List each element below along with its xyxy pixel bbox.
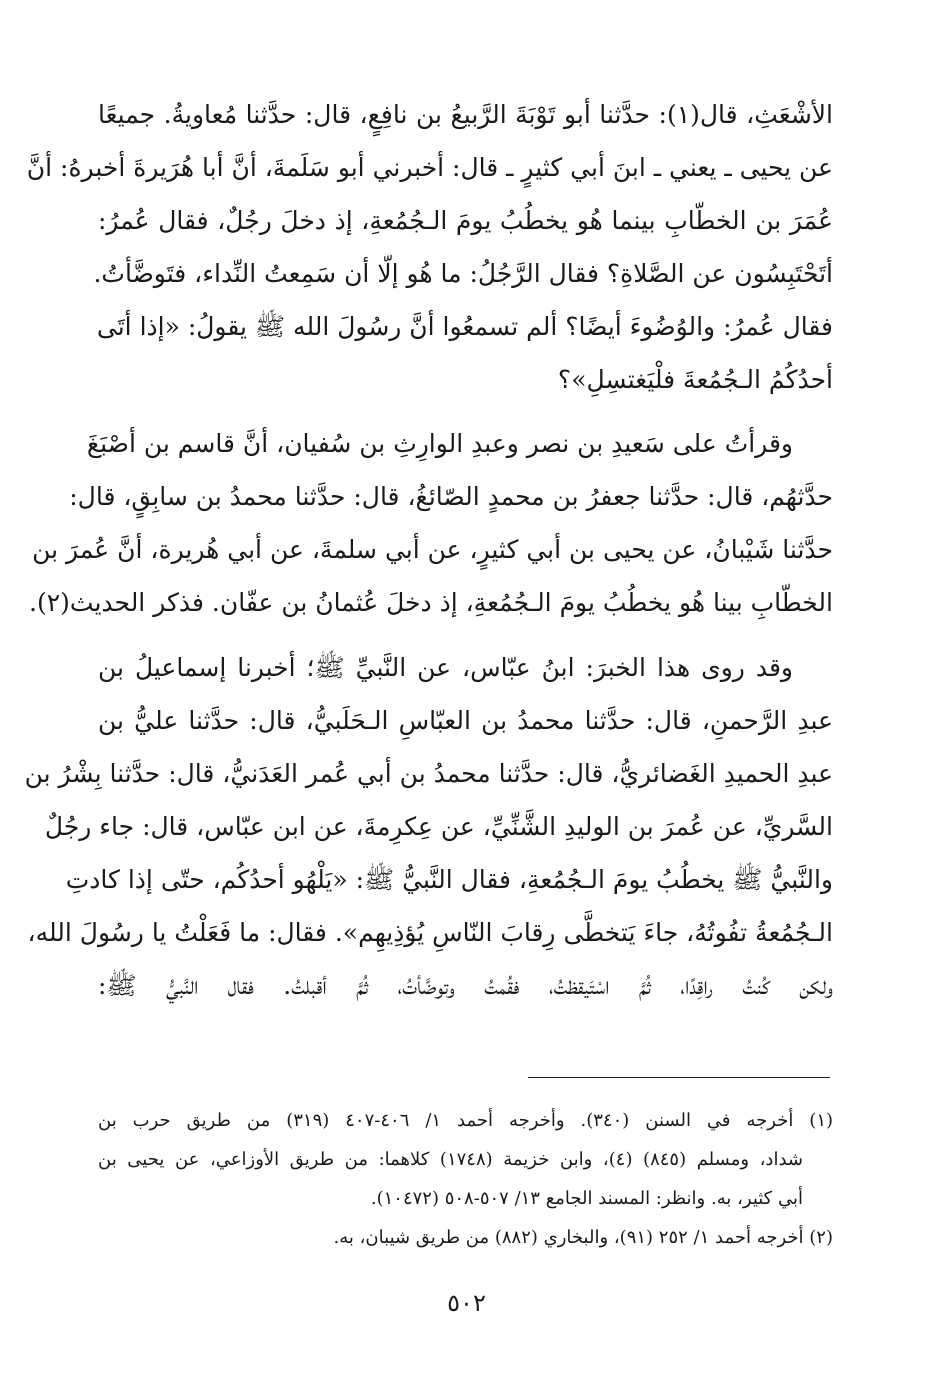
text-line: الخطّابِ بينا هُو يخطُبُ يومَ الـجُمُعةِ، إذ دخلَ عُثمانُ بن عفّان. فذكر الحديث(٢). (29, 588, 833, 617)
text-line: السَّريِّ، عن عُمرَ بن الوليدِ الشَّنِّيِّ، عن عِكرِمةَ، عن ابن عبّاس، قال: جاء رجُلٌ (44, 812, 833, 841)
footnote-line: (١) أخرجه في السنن (٣٤٠). وأخرجه أحمد ١/ ٤٠٦-٤٠٧ (٣١٩) من طريق حرب بن (98, 1110, 834, 1131)
text-line: الأشْعَثِ، قال(١): حدَّثنا أبو تَوْبَةَ الرَّبيعُ بن نافِعٍ، قال: حدَّثنا مُعاويةُ. جميعًا (98, 100, 833, 129)
footnote-divider (528, 1077, 830, 1078)
text-line: ولكن كُنتُ راقِدًا، ثُمَّ اسْتَيقظتُ، فقُمتُ وتوضَّأتُ، ثُمَّ أقبلتُ. فقال النَّبيُّ ﷺ: (98, 971, 833, 1000)
footnote-line: شداد، ومسلم (٨٤٥) (٤)، وابن خزيمة (١٧٤٨) كلاهما: من طريق الأوزاعي، عن يحيى بن (98, 1149, 803, 1170)
text-line: عبدِ الرَّحمنِ، قال: حدَّثنا محمدُ بن العبّاسِ الـحَلَبيُّ، قال: حدَّثنا عليُّ بن (98, 706, 833, 735)
text-line: حدَّثنا شَيْبانُ، عن يحيى بن أبي كثيرٍ، عن أبي سلمةَ، عن أبي هُريرة، أنَّ عُمرَ بن (32, 535, 833, 564)
text-line: عبدِ الحميدِ الغَضائريُّ، قال: حدَّثنا محمدُ بن أبي عُمر العَدَنيُّ، قال: حدَّثنا بِشْرُ بن (24, 759, 833, 788)
text-line: وقرأتُ على سَعيدِ بن نصر وعبدِ الوارِثِ بن سُفيان، أنَّ قاسم بن أصْبَغَ (86, 429, 793, 458)
text-line: حدَّثهُم، قال: حدَّثنا جعفرُ بن محمدٍ الصّائغُ، قال: حدَّثنا محمدُ بن سابِقٍ، قال: (69, 482, 833, 511)
text-line: أتَحْتَبِسُون عن الصَّلاةِ؟ فقال الرَّجُلُ: ما هُو إلّا أن سَمِعتُ النِّداء، فتَوضَّأتُ. (93, 259, 833, 288)
paragraph-1 (26, 88, 833, 406)
footnote-line: أبي كثير، به. وانظر: المسند الجامع ١٣/ ٥٠٧-٥٠٨ (١٠٤٧٢). (370, 1188, 803, 1209)
text-line: والنَّبيُّ ﷺ يخطُبُ يومَ الـجُمُعةِ، فقال النَّبيُّ ﷺ: «يَلْهُو أحدُكُم، حتّى إذا كادتِ (65, 865, 833, 894)
footnotes (98, 1101, 833, 1257)
main-text (24, 88, 833, 1012)
text-line: فقال عُمرُ: والوُضُوءَ أيضًا؟ ألم تسمعُوا أنَّ رسُولَ الله ﷺ يقولُ: «إذا أتَى (96, 312, 833, 341)
text-line: الـجُمُعةُ تفُوتُهُ، جاءَ يَتخطَّى رِقابَ النّاسِ يُؤذِيهِم». فقال: ما فَعَلْتُ يا رسُولَ الله، (27, 918, 833, 947)
text-line: وقد روى هذا الخبرَ: ابنُ عبّاس، عن النَّبيِّ ﷺ؛ أخبرنا إسماعيلُ بن (98, 653, 793, 682)
paragraph-3 (24, 641, 833, 1012)
footnote-line: (٢) أخرجه أحمد ١/ ٢٥٢ (٩١)، والبخاري (٨٨٢) من طريق شيبان، به. (333, 1227, 833, 1248)
text-line: عن يحيى ـ يعني ـ ابنَ أبي كثيرٍ ـ قال: أخبرني أبو سَلَمةَ، أنَّ أبا هُرَيرةَ أخبرهُ: أنَّ (26, 153, 833, 182)
text-line: أحدُكُمُ الـجُمُعةَ فلْيَغتسِلِ»؟ (557, 365, 833, 394)
text-line: عُمَرَ بن الخطّابِ بينما هُو يخطُبُ يومَ الـجُمُعةِ، إذ دخلَ رجُلٌ، فقال عُمرُ: (98, 206, 833, 235)
paragraph-2 (29, 417, 833, 629)
page-number: ٥٠٢ (447, 1289, 486, 1317)
